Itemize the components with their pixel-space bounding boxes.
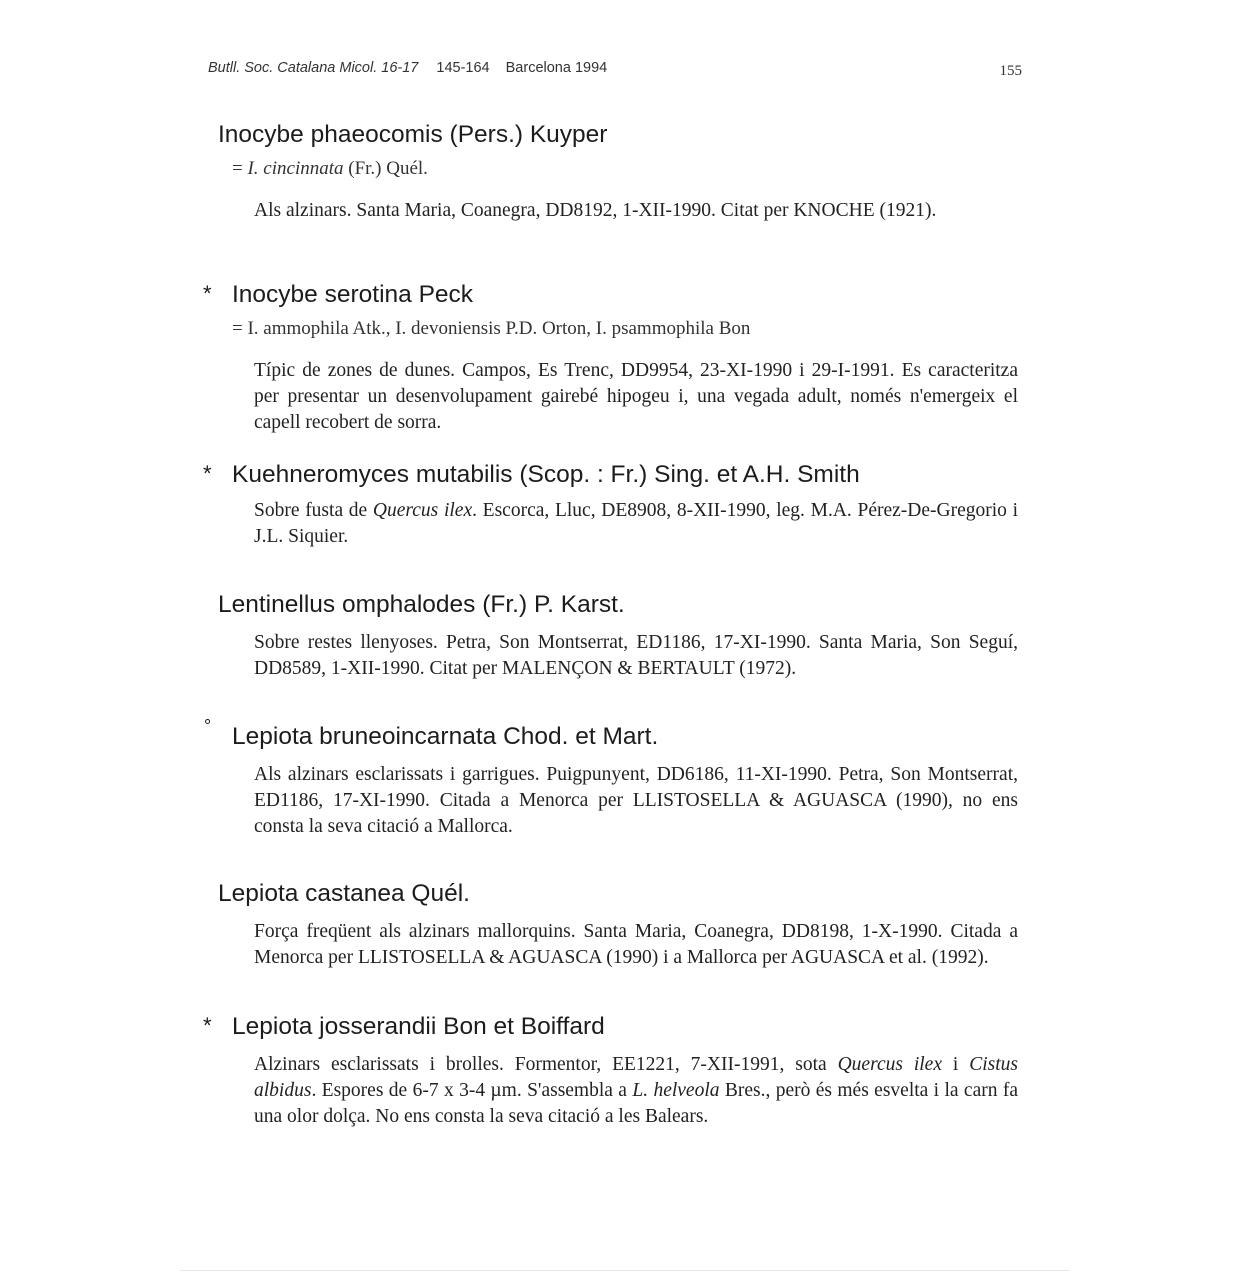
entry-text: Típic de zones de dunes. Campos, Es Trenc, DD9954, 23-XI-1990 i 29-I-1991. Es caracteritza per presentar un desenvolupament gairebé hipogeu i, una vegada adult, només n'emergeix el capell recobert de sorra. <box>254 360 1018 433</box>
species-entry <box>218 588 1018 682</box>
synonym-list: I. ammophila Atk., I. devoniensis P.D. Orton, I. psammophila Bon <box>247 318 751 339</box>
species-name: Inocybe phaeocomis (Pers.) Kuyper <box>218 121 608 148</box>
species-entry <box>203 458 1019 550</box>
text-part: Bres., però és més esvelta i la carn fa una olor dolça. No ens consta la seva citació a les Balears. <box>254 1080 1018 1127</box>
page-range: 145-164 <box>436 60 490 76</box>
species-entry <box>218 877 1018 971</box>
synonym-line <box>232 156 1018 182</box>
page-number: 155 <box>999 63 1022 79</box>
text-part: i <box>952 1054 959 1075</box>
species-name: Lepiota bruneoincarnata Chod. et Mart. <box>232 723 659 750</box>
synonym-taxon: I. cincinnata <box>247 158 344 179</box>
entry-text: Sobre restes llenyoses. Petra, Son Montserrat, ED1186, 17-XI-1990. Santa Maria, Son Seguí, DD8589, 1-XII-1990. Citat per MALENÇON & BERTAULT (1972). <box>254 632 1018 679</box>
species-name: Lepiota castanea Quél. <box>218 880 470 907</box>
degree-mark: ° <box>204 716 212 736</box>
species-entry <box>203 278 1018 436</box>
synonym-prefix: = <box>232 318 243 339</box>
taxon-italic: Quercus ilex <box>837 1054 942 1075</box>
text-part: . Escorca, Lluc, DE8908, 8-XII-1990, leg. M.A. Pérez-De-Gregorio i J.L. Siquier. <box>254 500 1019 547</box>
synonym-line <box>232 316 1018 342</box>
synonym-author: (Fr.) Quél. <box>348 158 428 179</box>
species-name: Inocybe serotina Peck <box>232 281 474 308</box>
entry-text <box>254 1052 1018 1130</box>
running-head <box>208 60 1022 79</box>
place-year: Barcelona 1994 <box>505 60 608 76</box>
taxon-italic: L. helveola <box>632 1080 720 1101</box>
text-part: Sobre fusta de <box>254 500 368 521</box>
journal-citation: Butll. Soc. Catalana Micol. 16-17 <box>208 60 419 76</box>
species-entry <box>203 1010 1019 1130</box>
taxon-italic: Cistus albidus <box>254 1054 1019 1101</box>
new-record-mark: * <box>203 461 212 486</box>
new-record-mark: * <box>203 281 212 306</box>
species-name: Kuehneromyces mutabilis (Scop. : Fr.) Sing. et A.H. Smith <box>232 461 860 488</box>
taxon-italic: Quercus ilex <box>372 500 473 521</box>
new-record-mark: * <box>203 1013 212 1038</box>
entry-text: Als alzinars. Santa Maria, Coanegra, DD8192, 1-XII-1990. Citat per KNOCHE (1921). <box>254 200 937 221</box>
bottom-rule <box>180 1270 1070 1271</box>
text-part: Alzinars esclarissats i brolles. Formentor, EE1221, 7-XII-1991, sota <box>254 1054 827 1075</box>
species-name: Lepiota josserandii Bon et Boiffard <box>232 1013 605 1040</box>
species-name: Lentinellus omphalodes (Fr.) P. Karst. <box>218 591 625 618</box>
text-part: . Espores de 6-7 x 3-4 µm. S'assembla a <box>311 1080 627 1101</box>
species-entry <box>218 118 1018 224</box>
entry-text <box>254 498 1018 550</box>
synonym-prefix: = <box>232 158 243 179</box>
species-entry <box>204 716 1018 840</box>
entry-text: Als alzinars esclarissats i garrigues. Puigpunyent, DD6186, 11-XI-1990. Petra, Son Montserrat, ED1186, 17-XI-1990. Citada a Menorca per LLISTOSELLA & AGUASCA (1990), no ens consta la seva citació a Mallorca. <box>254 764 1018 837</box>
entry-text: Força freqüent als alzinars mallorquins. Santa Maria, Coanegra, DD8198, 1-X-1990. Citada a Menorca per LLISTOSELLA & AGUASCA (1990) i a Mallorca per AGUASCA et al. (1992). <box>254 921 1018 968</box>
